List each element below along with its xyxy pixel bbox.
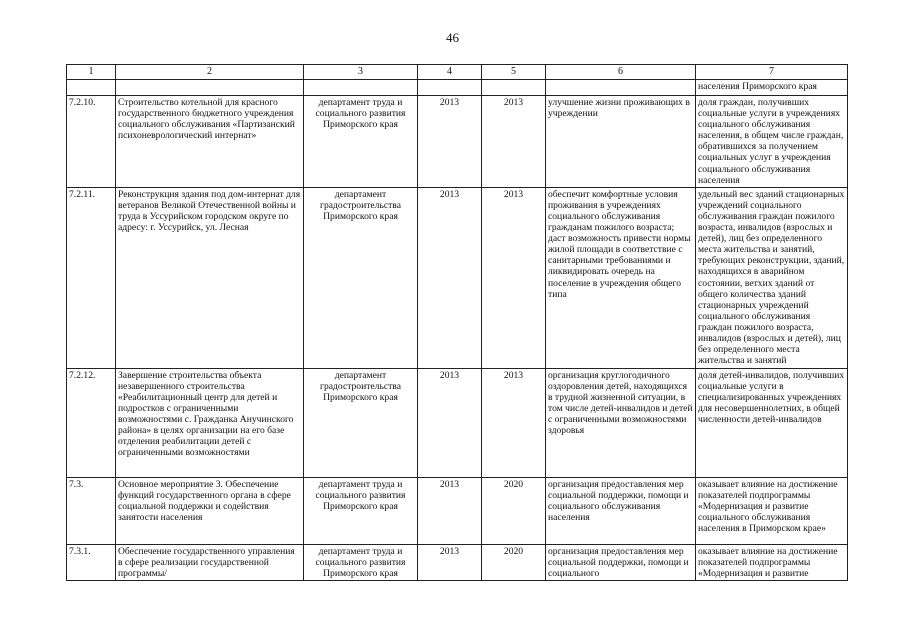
responsible-executor: департамент труда и социального развития Приморского края xyxy=(304,544,418,580)
measure-name xyxy=(116,80,304,96)
indicator-link: оказывает влияние на достижение показателей подпрограммы «Модернизация и развитие xyxy=(696,544,848,580)
expected-result: организация предоставления мер социальной поддержки, помощи и социального обслуживания населения xyxy=(546,477,696,544)
column-header: 2 xyxy=(116,65,304,80)
measure-name: Основное мероприятие 3. Обеспечение функций государственного органа в сфере социальной поддержки и содействия занятости населения xyxy=(116,477,304,544)
indicator-link: доля граждан, получивших социальные услуги в учреждениях социального обслуживания населения, в общем числе граждан, обратившихся за получением социальных услуг в учреждения социального обслуживания населения xyxy=(696,96,848,188)
column-header: 7 xyxy=(696,65,848,80)
indicator-link: доля детей-инвалидов, получивших социальные услуги в специализированных учреждениях для несовершеннолетних, в общей численности детей-инвалидов xyxy=(696,368,848,477)
table-row xyxy=(67,80,848,96)
end-year: 2013 xyxy=(482,96,546,188)
measures-table xyxy=(66,64,848,581)
row-number xyxy=(67,80,116,96)
indicator-link: населения Приморского края xyxy=(696,80,848,96)
responsible-executor: департамент труда и социального развития Приморского края xyxy=(304,96,418,188)
table-row xyxy=(67,96,848,188)
table-row xyxy=(67,187,848,368)
column-header: 3 xyxy=(304,65,418,80)
page-number: 46 xyxy=(446,30,459,45)
responsible-executor: департамент градостроительства Приморского края xyxy=(304,187,418,368)
start-year: 2013 xyxy=(418,477,482,544)
row-number: 7.2.12. xyxy=(67,368,116,477)
end-year: 2013 xyxy=(482,187,546,368)
measure-name: Реконструкция здания под дом-интернат для ветеранов Великой Отечественной войны и труда в Уссурийском городском округе по адресу: г. Уссурийск, ул. Лесная xyxy=(116,187,304,368)
end-year xyxy=(482,80,546,96)
row-number: 7.2.11. xyxy=(67,187,116,368)
column-header: 6 xyxy=(546,65,696,80)
row-number: 7.2.10. xyxy=(67,96,116,188)
responsible-executor: департамент труда и социального развития Приморского края xyxy=(304,477,418,544)
start-year: 2013 xyxy=(418,544,482,580)
indicator-link: удельный вес зданий стационарных учреждений социального обслуживания граждан пожилого возраста, инвалидов (взрослых и детей), лиц без определенного места жительства и занятий, требующих реконструкции, зданий, находящихся в аварийном состоянии, ветхих зданий от общего количества зданий стационарных учреждений социального обслуживания граждан пожилого возраста, инвалидов (взрослых и детей), лиц без определенного места жительства и занятий xyxy=(696,187,848,368)
measure-name: Строительство котельной для красного государственного бюджетного учреждения социального обслуживания «Партизанский психоневрологический интернат» xyxy=(116,96,304,188)
measure-name: Обеспечение государственного управления в сфере реализации государственной программы/ xyxy=(116,544,304,580)
table-row xyxy=(67,368,848,477)
end-year: 2020 xyxy=(482,544,546,580)
table-header-row xyxy=(67,65,848,80)
row-number: 7.3.1. xyxy=(67,544,116,580)
column-header: 5 xyxy=(482,65,546,80)
start-year: 2013 xyxy=(418,368,482,477)
table-row xyxy=(67,544,848,580)
end-year: 2020 xyxy=(482,477,546,544)
expected-result: организация круглогодичного оздоровления детей, находящихся в трудной жизненной ситуации, в том числе детей-инвалидов и детей с ограниченными возможностями здоровья xyxy=(546,368,696,477)
start-year: 2013 xyxy=(418,187,482,368)
indicator-link: оказывает влияние на достижение показателей подпрограммы «Модернизация и развитие социального обслуживания населения в Приморском крае» xyxy=(696,477,848,544)
expected-result: обеспечит комфортные условия проживания в учреждениях социального обслуживания гражданам пожилого возраста; даст возможность привести нормы жилой площади в соответствие с санитарными требованиями и ликвидировать очередь на поселение в учреждения общего типа xyxy=(546,187,696,368)
row-number: 7.3. xyxy=(67,477,116,544)
responsible-executor: департамент градостроительства Приморского края xyxy=(304,368,418,477)
end-year: 2013 xyxy=(482,368,546,477)
start-year xyxy=(418,80,482,96)
column-header: 1 xyxy=(67,65,116,80)
start-year: 2013 xyxy=(418,96,482,188)
expected-result: улучшение жизни проживающих в учреждении xyxy=(546,96,696,188)
expected-result xyxy=(546,80,696,96)
responsible-executor xyxy=(304,80,418,96)
expected-result: организация предоставления мер социальной поддержки, помощи и социального xyxy=(546,544,696,580)
measure-name: Завершение строительства объекта незавершенного строительства «Реабилитационный центр для детей и подростков с ограниченными возможностями с. Гражданка Анучинского района» в целях организации на его базе отделения реабилитации детей с ограниченными возможностями xyxy=(116,368,304,477)
table-row xyxy=(67,477,848,544)
column-header: 4 xyxy=(418,65,482,80)
